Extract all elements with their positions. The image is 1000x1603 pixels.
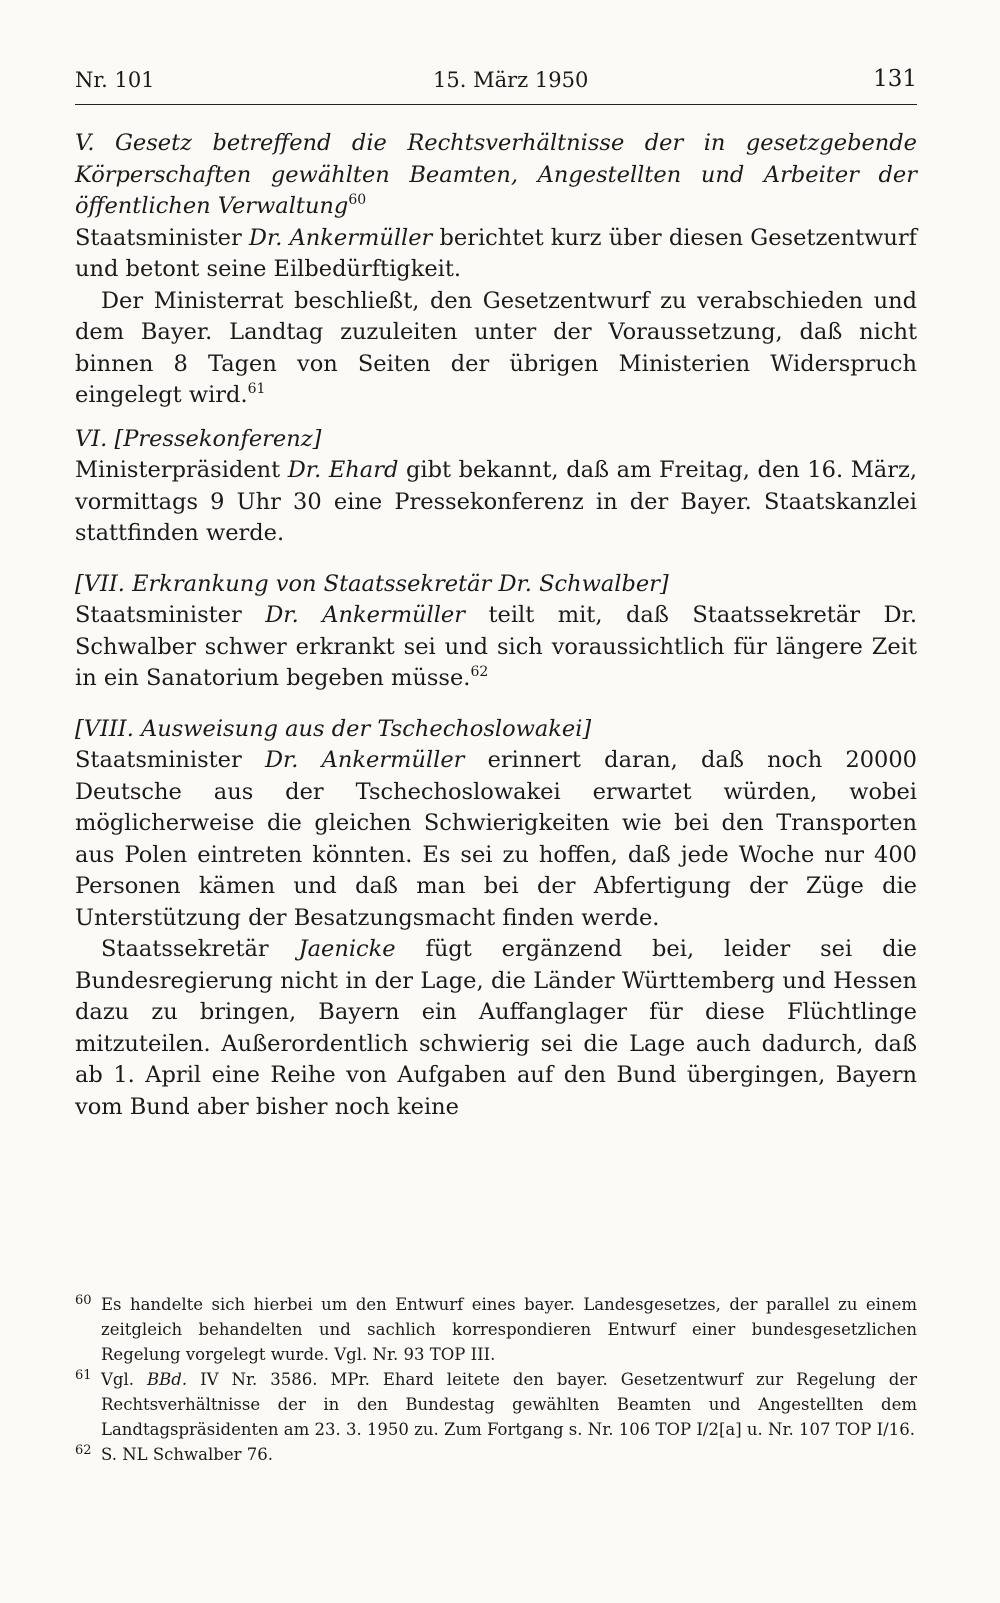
footnote-text: IV Nr. 3586. MPr. Ehard leitete den bayer. Gesetzentwurf zur Regelung der Rechtsverhältnisse der in den Bundestag gewählten Beamten und Angestellten dem Landtagspräsidenten am 23. 3. 1950 zu. Zum Fortgang s. Nr. 106 TOP I/2[a] u. Nr. 107 TOP I/16. [101,1370,917,1439]
text-run: erinnert daran, daß noch 20000 Deutsche aus der Tschechoslowakei erwartet würden, wobei möglicherweise die gleichen Schwierigkeiten wie bei den Transporten aus Polen eintreten könnten. Es sei zu hoffen, daß jede Woche nur 400 Personen kämen und daß man bei der Abfertigung der Züge die Unterstützung der Besatzungsmacht finden werde. [75,747,917,931]
text-run: fügt ergänzend bei, leider sei die Bundesregierung nicht in der Lage, die Länder Württemberg und Hessen dazu zu bringen, Bayern ein Auffanglager für diese Flüchtlinge mitzuteilen. Außerordentlich schwierig sei die Lage auch dadurch, daß ab 1. April eine Reihe von Aufgaben auf den Bund übergingen, Bayern vom Bund aber bisher noch keine [75,936,917,1120]
speaker-name: Dr. Ehard [287,457,399,483]
footnote [75,1442,917,1467]
footnote [75,1292,917,1367]
text-run: Staatssekretär [101,936,299,962]
footnote [75,1367,917,1442]
footnotes [75,1292,917,1467]
paragraph [75,455,917,550]
page-number: 131 [873,66,917,92]
text-run: Staatsminister [75,747,265,773]
text-run: Der Ministerrat beschließt, den Gesetzentwurf zu verabschieden und dem Bayer. Landtag zuzuleiten unter der Voraussetzung, daß nicht binnen 8 Tagen von Seiten der übrigen Ministerien Widerspruch eingelegt wird. [75,287,917,408]
text-run: teilt mit, daß Staatssekretär Dr. Schwalber schwer erkrankt sei und sich voraussichtlich für längere Zeit in ein Sanatorium begeben müsse. [75,602,917,691]
speaker-name: Dr. Ankermüller [248,224,433,251]
footnote-ref[interactable]: 62 [470,664,489,680]
footnote-number: 62 [75,1443,92,1458]
section-title: V. Gesetz betreffend die Rechtsverhältnisse der in gesetzgebende Körperschaften gewählten Beamten, Angestellten und Arbeiter der öffentlichen Verwaltung [75,130,917,219]
speaker-name: Dr. Ankermüller [264,747,465,773]
paragraph [75,223,917,286]
speaker-name: Dr. Ankermüller [265,602,465,628]
paragraph [75,600,917,695]
paragraph [75,934,917,1123]
footnote-ref[interactable]: 60 [348,192,367,208]
section-heading-v [75,128,917,223]
footnote-number: 60 [75,1293,92,1308]
running-header [75,66,917,105]
text-run: Staatsminister [75,224,249,251]
footnote-ref[interactable]: 61 [247,381,266,397]
footnote-abbrev: BBd. [147,1370,188,1389]
footnote-text: S. NL Schwalber 76. [101,1445,273,1464]
text-run: Ministerpräsident [75,457,288,483]
footnote-text: Es handelte sich hierbei um den Entwurf eines bayer. Landesgesetzes, der parallel zu einem zeitgleich behandelten und sachlich korrespondieren Entwurf einer bundesgesetzlichen Regelung vorgelegt wurde. Vgl. Nr. 93 TOP III. [101,1295,917,1364]
header-date: 15. März 1950 [433,68,589,92]
section-heading-viii: [VIII. Ausweisung aus der Tschechoslowakei] [75,715,592,742]
paragraph [75,745,917,934]
section-heading-vi: VI. [Pressekonferenz] [75,425,322,452]
footnote-number: 61 [75,1368,92,1383]
text-run: gibt bekannt, daß am Freitag, den 16. März, vormittags 9 Uhr 30 eine Pressekonferenz in der Bayer. Staatskanzlei stattfinden werde. [75,457,917,546]
speaker-name: Jaenicke [298,936,396,962]
text-run: berichtet kurz über diesen Gesetzentwurf und betont seine Eilbedürftigkeit. [75,224,917,282]
footnote-text: Vgl. [101,1370,148,1389]
section-heading-vii: [VII. Erkrankung von Staatssekretär Dr. Schwalber] [75,570,669,597]
text-run: Staatsminister [75,602,266,628]
main-text [75,128,917,1123]
paragraph [75,286,917,412]
document-number: Nr. 101 [75,68,155,92]
